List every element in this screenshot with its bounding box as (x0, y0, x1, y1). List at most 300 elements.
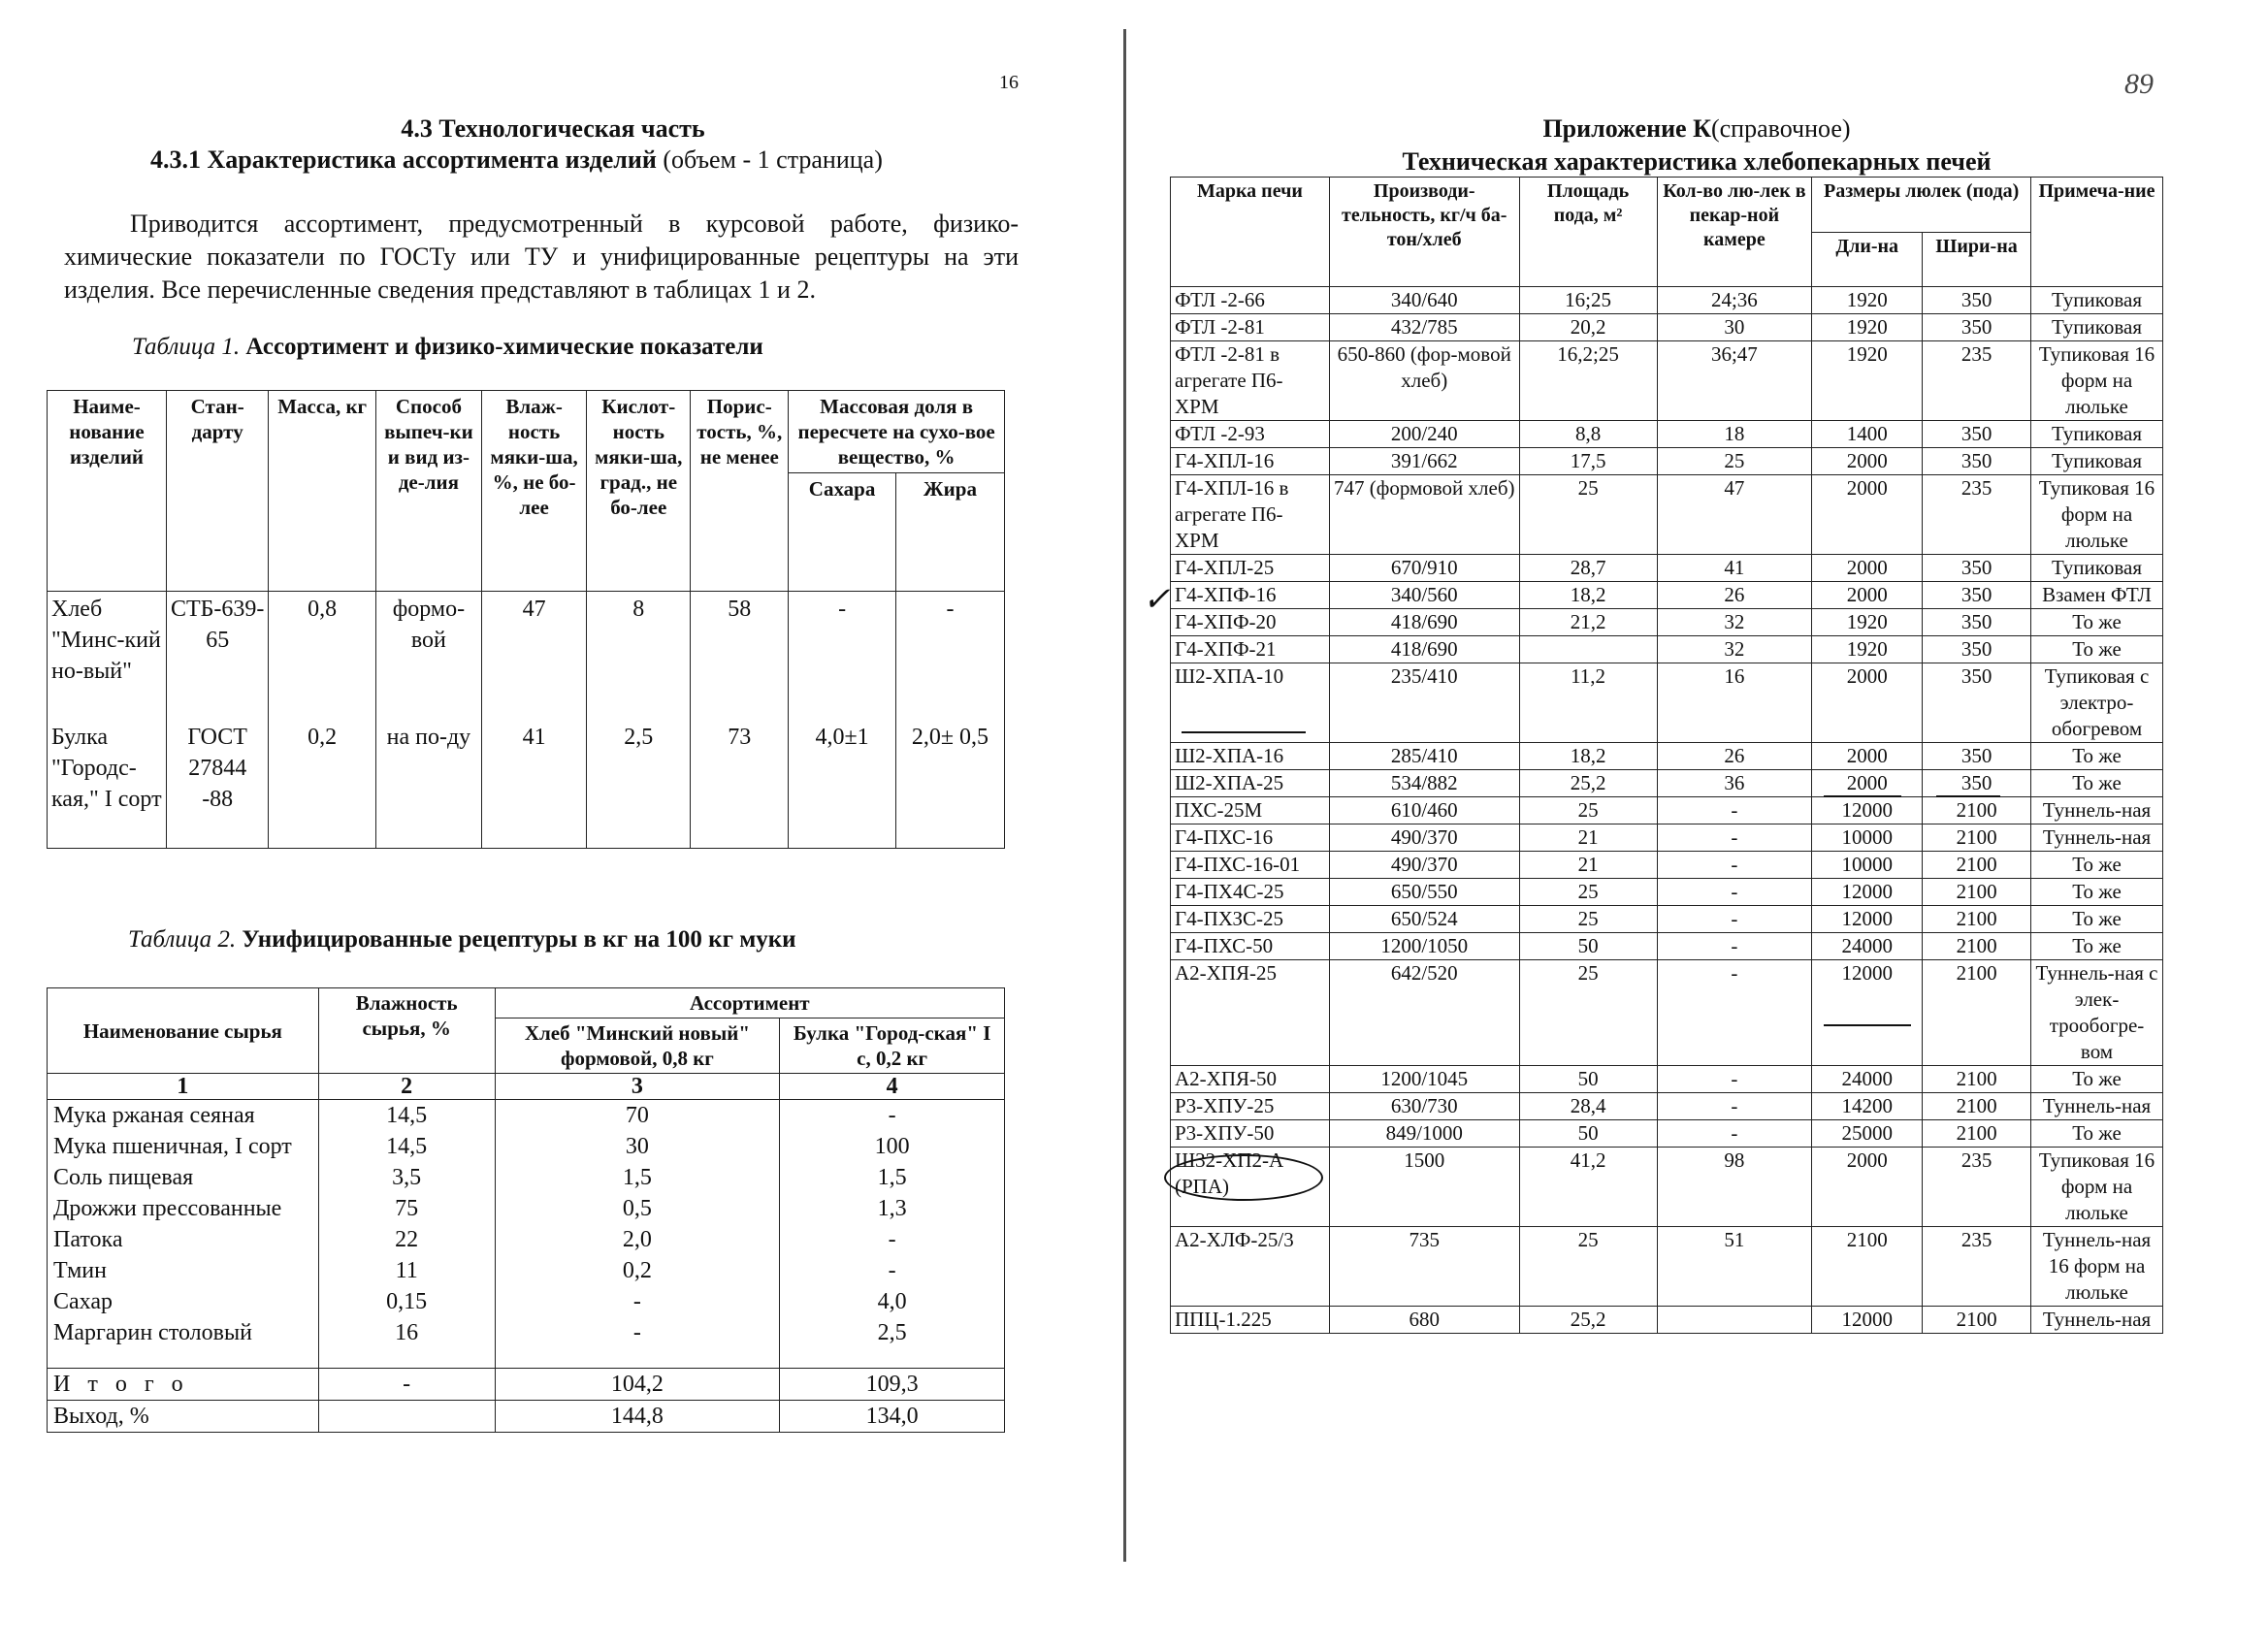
t3-cell: 12000 (1812, 906, 1923, 933)
t3-cell: 28,7 (1519, 555, 1657, 582)
table-row (1171, 770, 2163, 797)
t1-header-standard: Стан-дарту (166, 391, 268, 592)
t2-cell: 2,5 (780, 1317, 1005, 1348)
t3-cell: 1400 (1812, 421, 1923, 448)
t3-cell: 1920 (1812, 287, 1923, 314)
t3-cell: 14200 (1812, 1093, 1923, 1120)
t3-cell: 650/524 (1329, 906, 1519, 933)
t3-cell: 2000 (1812, 555, 1923, 582)
t3-cell: Г4-ПХ4С-25 (1171, 879, 1330, 906)
t3-cell: 32 (1657, 609, 1812, 636)
table-row (1171, 1066, 2163, 1093)
t3-cell: Тупиковая 16 форм на люльке (2031, 1148, 2163, 1227)
t3-cell: 350 (1923, 770, 2031, 797)
t3-cell: 12000 (1812, 797, 1923, 824)
table-row (1171, 555, 2163, 582)
t3-cell: 1500 (1329, 1148, 1519, 1227)
table-spacer-row (48, 1348, 1005, 1369)
table-row (48, 1131, 1005, 1162)
t2-cell: 0,5 (495, 1193, 780, 1224)
t3-cell: 24000 (1812, 1066, 1923, 1093)
t3-cell: То же (2031, 1120, 2163, 1148)
t1-cell: 0,2 (269, 720, 376, 849)
t2-cell: - (780, 1255, 1005, 1286)
t2-cell: 22 (318, 1224, 495, 1255)
t3-cell: 350 (1923, 743, 2031, 770)
t1-cell: - (895, 592, 1004, 721)
t3-cell: 350 (1923, 636, 2031, 663)
t2-yield-cell: 134,0 (780, 1401, 1005, 1433)
t1-header-mass-fraction: Массовая доля в пересчете на сухо-вое вещество, % (789, 391, 1005, 473)
page-number-left: 16 (999, 72, 1019, 93)
t3-cell: 25 (1519, 797, 1657, 824)
table-row (1171, 341, 2163, 421)
t1-cell: 0,8 (269, 592, 376, 721)
t3-cell: 350 (1923, 448, 2031, 475)
t3-cell: 2000 (1812, 475, 1923, 555)
t3-cell: 1920 (1812, 314, 1923, 341)
t3-cell: 25 (1519, 906, 1657, 933)
t2-cell: Сахар (48, 1286, 319, 1317)
t3-cell: 16;25 (1519, 287, 1657, 314)
t1-cell: СТБ-639-65 (166, 592, 268, 721)
table-row (1171, 933, 2163, 960)
t3-cell: 1920 (1812, 609, 1923, 636)
t3-cell: 680 (1329, 1307, 1519, 1334)
t3-cell: 2100 (1923, 797, 2031, 824)
t3-cell: 534/882 (1329, 770, 1519, 797)
table-row (1171, 960, 2163, 1066)
table-row (1171, 743, 2163, 770)
t3-cell: 47 (1657, 475, 1812, 555)
table-row (1171, 421, 2163, 448)
t1-header-baking: Способ выпеч-ки и вид из-де-лия (375, 391, 481, 592)
t3-cell: То же (2031, 906, 2163, 933)
t3-header-note: Примеча-ние (2031, 178, 2163, 287)
left-page (0, 0, 1106, 1649)
t2-header-raw: Наименование сырья (48, 988, 319, 1074)
t2-total-cell: 109,3 (780, 1369, 1005, 1401)
t3-cell: 17,5 (1519, 448, 1657, 475)
table-row (1171, 314, 2163, 341)
table-total-row (48, 1369, 1005, 1401)
t3-cell: 50 (1519, 1066, 1657, 1093)
t3-cell: Ш2-ХПА-10 (1171, 663, 1330, 743)
t3-cell: 30 (1657, 314, 1812, 341)
intro-paragraph: Приводится ассортимент, предусмотренный в курсовой работе, физико-химические показатели по ГОСТу или ТУ и унифицированные рецептуры на эти изделия. Все перечисленные сведения представляют в таблицах 1 и 2. (64, 210, 1019, 304)
t3-header-length: Дли-на (1812, 232, 1923, 287)
checkmark-icon: ✓ (1143, 582, 1171, 618)
t2-cell: 30 (495, 1131, 780, 1162)
t3-cell: - (1657, 1066, 1812, 1093)
t2-cell: 3,5 (318, 1162, 495, 1193)
t3-cell: 490/370 (1329, 824, 1519, 852)
table-row (1171, 1148, 2163, 1227)
t3-cell: 50 (1519, 933, 1657, 960)
t3-cell: - (1657, 824, 1812, 852)
t3-cell: 350 (1923, 314, 2031, 341)
appendix-subtitle: Техническая характеристика хлебопекарных печей (1402, 147, 1992, 176)
t1-cell: 47 (481, 592, 586, 721)
t3-cell: 2000 (1812, 1148, 1923, 1227)
t3-cell: Туннель-ная (2031, 1093, 2163, 1120)
t3-cell: 1200/1050 (1329, 933, 1519, 960)
t3-cell: 1920 (1812, 341, 1923, 421)
t2-yield-label: Выход, % (48, 1401, 319, 1433)
t3-cell: Г4-ХПЛ-16 (1171, 448, 1330, 475)
t3-cell: 25,2 (1519, 770, 1657, 797)
t2-cell: 16 (318, 1317, 495, 1348)
t3-cell: Взамен ФТЛ (2031, 582, 2163, 609)
t3-cell: - (1657, 933, 1812, 960)
t3-cell: Ш2-ХПА-16 (1171, 743, 1330, 770)
t3-cell: 20,2 (1519, 314, 1657, 341)
t3-cell: 235 (1923, 341, 2031, 421)
t3-cell: - (1657, 906, 1812, 933)
t2-cell: 0,15 (318, 1286, 495, 1317)
t1-header-fat: Жира (895, 473, 1004, 592)
t3-cell: 36;47 (1657, 341, 1812, 421)
t2-yield-cell (318, 1401, 495, 1433)
t2-cell: Тмин (48, 1255, 319, 1286)
table-row (48, 1074, 1005, 1100)
table2-caption-title: Унифицированные рецептуры в кг на 100 кг муки (236, 926, 796, 953)
t3-cell: 25,2 (1519, 1307, 1657, 1334)
t3-cell: 2100 (1812, 1227, 1923, 1307)
t3-cell: Тупиковая с электро-обогревом (2031, 663, 2163, 743)
assortment-table (47, 390, 1005, 849)
t3-header-size: Размеры люлек (пода) (1812, 178, 2031, 233)
t3-cell: 2000 (1812, 448, 1923, 475)
t3-cell: 16 (1657, 663, 1812, 743)
t3-cell: 24000 (1812, 933, 1923, 960)
t2-total-cell: - (318, 1369, 495, 1401)
t2-cell: - (780, 1100, 1005, 1132)
t2-cell: 75 (318, 1193, 495, 1224)
t3-cell: Туннель-ная (2031, 797, 2163, 824)
table-row (1171, 609, 2163, 636)
t3-cell: 2000 (1812, 663, 1923, 743)
t2-cell: 0,2 (495, 1255, 780, 1286)
t3-cell: ФТЛ -2-81 в агрегате П6-ХРМ (1171, 341, 1330, 421)
t3-cell: Тупиковая (2031, 287, 2163, 314)
t3-cell: ППЦ-1.225 (1171, 1307, 1330, 1334)
t3-cell: 610/460 (1329, 797, 1519, 824)
table-row (1171, 1227, 2163, 1307)
t1-cell: на по-ду (375, 720, 481, 849)
t3-cell: - (1657, 797, 1812, 824)
t2-cell: Патока (48, 1224, 319, 1255)
t2-cell: - (780, 1224, 1005, 1255)
t1-header-sugar: Сахара (789, 473, 896, 592)
t1-header-acidity: Кислот-ность мяки-ша, град., не бо-лее (587, 391, 691, 592)
subsection-heading-bold: 4.3.1 Характеристика ассортимента изделий (150, 146, 657, 174)
t3-cell: Тупиковая (2031, 555, 2163, 582)
t3-cell: 18 (1657, 421, 1812, 448)
table1-caption (132, 334, 763, 361)
t1-header-name: Наиме-нование изделий (48, 391, 167, 592)
table-row (1171, 1093, 2163, 1120)
t3-cell: То же (2031, 1066, 2163, 1093)
t3-cell: А2-ХПЯ-25 (1171, 960, 1330, 1066)
t3-cell: Тупиковая (2031, 314, 2163, 341)
t3-cell: ФТЛ -2-81 (1171, 314, 1330, 341)
t3-cell: 200/240 (1329, 421, 1519, 448)
t3-cell: 2100 (1923, 1307, 2031, 1334)
t3-cell: 12000 (1812, 879, 1923, 906)
t3-cell: 32 (1657, 636, 1812, 663)
t1-cell: 2,0± 0,5 (895, 720, 1004, 849)
t3-cell: ФТЛ -2-93 (1171, 421, 1330, 448)
t3-cell: Ш2-ХПА-25 (1171, 770, 1330, 797)
t3-cell: ПХС-25М (1171, 797, 1330, 824)
t3-cell: 650-860 (фор-мовой хлеб) (1329, 341, 1519, 421)
t3-cell: 41,2 (1519, 1148, 1657, 1227)
t3-cell: То же (2031, 609, 2163, 636)
t3-cell: 26 (1657, 582, 1812, 609)
t3-cell: 490/370 (1329, 852, 1519, 879)
t2-cell: 14,5 (318, 1131, 495, 1162)
t2-cell: 100 (780, 1131, 1005, 1162)
t3-cell: 350 (1923, 421, 2031, 448)
underline-mark (1936, 795, 2000, 797)
table-row (1171, 287, 2163, 314)
t3-cell: То же (2031, 770, 2163, 797)
t3-header-brand: Марка печи (1171, 178, 1330, 287)
t3-cell: - (1657, 879, 1812, 906)
t1-cell: 41 (481, 720, 586, 849)
t3-cell: 10000 (1812, 852, 1923, 879)
t2-cell: 1,5 (495, 1162, 780, 1193)
t3-cell: 25 (1519, 960, 1657, 1066)
table-yield-row (48, 1401, 1005, 1433)
underline-mark (1824, 1024, 1911, 1026)
t3-cell: 340/560 (1329, 582, 1519, 609)
t2-index-cell: 2 (318, 1074, 495, 1100)
t3-cell: 36 (1657, 770, 1812, 797)
t3-cell: 98 (1657, 1148, 1812, 1227)
t3-cell: 25 (1519, 879, 1657, 906)
t2-yield-cell: 144,8 (495, 1401, 780, 1433)
table-row (48, 1224, 1005, 1255)
t3-cell: 350 (1923, 609, 2031, 636)
t3-cell: 25 (1519, 475, 1657, 555)
table1-caption-number: Таблица 1. (132, 334, 241, 360)
t3-cell (1657, 1307, 1812, 1334)
t2-cell: Соль пищевая (48, 1162, 319, 1193)
t2-cell: Маргарин столовый (48, 1317, 319, 1348)
table-row (48, 1255, 1005, 1286)
t3-cell: 670/910 (1329, 555, 1519, 582)
t2-index-cell: 4 (780, 1074, 1005, 1100)
t2-cell: 4,0 (780, 1286, 1005, 1317)
t3-cell: Г4-ХПФ-21 (1171, 636, 1330, 663)
t2-cell: Дрожжи прессованные (48, 1193, 319, 1224)
page-number-right: 89 (2124, 68, 2154, 100)
t3-cell: То же (2031, 852, 2163, 879)
t3-cell: То же (2031, 933, 2163, 960)
underline-mark (1824, 795, 1901, 797)
t3-cell: 1200/1045 (1329, 1066, 1519, 1093)
t3-cell: 350 (1923, 663, 2031, 743)
t3-cell: 2100 (1923, 933, 2031, 960)
t2-header-assortment: Ассортимент (495, 988, 1004, 1018)
t3-header-cradles: Кол-во лю-лек в пекар-ной камере (1657, 178, 1812, 287)
table-row (1171, 663, 2163, 743)
t3-header-width: Шири-на (1923, 232, 2031, 287)
t2-cell: 11 (318, 1255, 495, 1286)
t3-cell: Г4-ХПЛ-25 (1171, 555, 1330, 582)
subsection-heading (150, 146, 883, 175)
t1-cell: 4,0±1 (789, 720, 896, 849)
t2-header-moisture: Влажность сырья, % (318, 988, 495, 1074)
t1-cell: формо-вой (375, 592, 481, 721)
t2-cell: 1,5 (780, 1162, 1005, 1193)
t3-cell: 2100 (1923, 1093, 2031, 1120)
t3-cell: 41 (1657, 555, 1812, 582)
t3-cell: 432/785 (1329, 314, 1519, 341)
t3-cell: 235 (1923, 1148, 2031, 1227)
t1-cell: 73 (691, 720, 789, 849)
t3-cell: То же (2031, 636, 2163, 663)
t2-total-cell: 104,2 (495, 1369, 780, 1401)
t3-cell: 21,2 (1519, 609, 1657, 636)
t3-cell: 849/1000 (1329, 1120, 1519, 1148)
t3-cell: Тупиковая (2031, 421, 2163, 448)
t3-cell: А2-ХПЯ-50 (1171, 1066, 1330, 1093)
table-row (48, 1193, 1005, 1224)
table-row (48, 720, 1005, 849)
t3-cell: То же (2031, 879, 2163, 906)
t3-cell: - (1657, 852, 1812, 879)
t2-header-bun: Булка "Город-ская" I с, 0,2 кг (780, 1018, 1005, 1074)
t3-cell: 2100 (1923, 906, 2031, 933)
t2-cell: 14,5 (318, 1100, 495, 1132)
t3-cell: 8,8 (1519, 421, 1657, 448)
t3-cell: 24;36 (1657, 287, 1812, 314)
t3-cell: Г4-ХПЛ-16 в агрегате П6-ХРМ (1171, 475, 1330, 555)
table-row (48, 1317, 1005, 1348)
t3-cell: 418/690 (1329, 636, 1519, 663)
t3-cell: 350 (1923, 582, 2031, 609)
t3-cell: 391/662 (1329, 448, 1519, 475)
underline-mark (1182, 731, 1306, 733)
t1-header-porosity: Порис-тость, %, не менее (691, 391, 789, 592)
t2-cell: Мука ржаная сеяная (48, 1100, 319, 1132)
t3-cell: 10000 (1812, 824, 1923, 852)
t3-cell: А2-ХЛФ-25/3 (1171, 1227, 1330, 1307)
t3-cell: 25 (1519, 1227, 1657, 1307)
t3-cell: 642/520 (1329, 960, 1519, 1066)
t1-cell: - (789, 592, 896, 721)
table-row (1171, 1120, 2163, 1148)
section-heading: 4.3 Технологическая часть (401, 114, 705, 143)
t3-cell: 21 (1519, 852, 1657, 879)
t3-cell: 350 (1923, 555, 2031, 582)
t3-cell: 25 (1657, 448, 1812, 475)
t3-cell: 285/410 (1329, 743, 1519, 770)
t3-cell: 235 (1923, 1227, 2031, 1307)
t3-cell: - (1657, 1093, 1812, 1120)
t3-cell: 2100 (1923, 960, 2031, 1066)
t1-cell: 8 (587, 592, 691, 721)
t3-cell: Туннель-ная 16 форм на люльке (2031, 1227, 2163, 1307)
t3-cell: 418/690 (1329, 609, 1519, 636)
t3-cell: 630/730 (1329, 1093, 1519, 1120)
t2-cell: 70 (495, 1100, 780, 1132)
table-row (1171, 906, 2163, 933)
t3-cell: Г4-ПХС-16-01 (1171, 852, 1330, 879)
table-row (48, 592, 1005, 721)
t3-cell: Туннель-ная (2031, 1307, 2163, 1334)
t3-header-capacity: Производи-тельность, кг/ч ба-тон/хлеб (1329, 178, 1519, 287)
t2-cell: Мука пшеничная, I сорт (48, 1131, 319, 1162)
t3-cell: 235 (1923, 475, 2031, 555)
table-row (1171, 824, 2163, 852)
t2-index-cell: 3 (495, 1074, 780, 1100)
t3-cell: 26 (1657, 743, 1812, 770)
t3-cell: Туннель-ная с элек-трообогре-вом (2031, 960, 2163, 1066)
table-row (1171, 448, 2163, 475)
table-row (48, 1162, 1005, 1193)
t3-cell: Р3-ХПУ-50 (1171, 1120, 1330, 1148)
t3-header-area: Площадь пода, м² (1519, 178, 1657, 287)
t3-cell: Г4-ПХЗС-25 (1171, 906, 1330, 933)
t3-cell: 21 (1519, 824, 1657, 852)
t3-cell: - (1657, 1120, 1812, 1148)
t3-cell: Г4-ПХС-16 (1171, 824, 1330, 852)
t3-cell: 2100 (1923, 852, 2031, 879)
t2-header-bread: Хлеб "Минский новый" формовой, 0,8 кг (495, 1018, 780, 1074)
t3-cell: Г4-ХПФ-16 (1171, 582, 1330, 609)
t3-cell: 1920 (1812, 636, 1923, 663)
t1-cell: 58 (691, 592, 789, 721)
appendix-title (1125, 114, 2268, 144)
table-row (1171, 582, 2163, 609)
t3-cell: 2100 (1923, 1120, 2031, 1148)
t3-cell: 735 (1329, 1227, 1519, 1307)
t3-cell: 2000 (1812, 770, 1923, 797)
t3-cell: То же (2031, 743, 2163, 770)
t3-cell: 16,2;25 (1519, 341, 1657, 421)
t3-cell: 50 (1519, 1120, 1657, 1148)
table-row (1171, 475, 2163, 555)
t3-cell: 650/550 (1329, 879, 1519, 906)
t2-total-label: И т о г о (48, 1369, 319, 1401)
t3-cell: 28,4 (1519, 1093, 1657, 1120)
table-row (1171, 636, 2163, 663)
t3-cell: 340/640 (1329, 287, 1519, 314)
t3-cell (1519, 636, 1657, 663)
t3-cell: Ш32-ХП2-А (РПА) (1171, 1148, 1330, 1227)
t3-cell: Туннель-ная (2031, 824, 2163, 852)
t3-cell: 12000 (1812, 1307, 1923, 1334)
t3-cell: 2000 (1812, 743, 1923, 770)
t1-header-moisture: Влаж-ность мяки-ша, %, не бо-лее (481, 391, 586, 592)
t3-cell: Г4-ХПФ-20 (1171, 609, 1330, 636)
circle-mark (1164, 1154, 1323, 1201)
t3-cell: 18,2 (1519, 743, 1657, 770)
table2-caption (128, 926, 796, 954)
table-row (1171, 879, 2163, 906)
table-row (1171, 852, 2163, 879)
t3-cell: 18,2 (1519, 582, 1657, 609)
t3-cell: 25000 (1812, 1120, 1923, 1148)
t2-cell: 1,3 (780, 1193, 1005, 1224)
table1-caption-title: Ассортимент и физико-химические показатели (240, 334, 763, 360)
table2-caption-number: Таблица 2. (128, 926, 237, 953)
subsection-heading-note: (объем - 1 страница) (656, 146, 883, 174)
